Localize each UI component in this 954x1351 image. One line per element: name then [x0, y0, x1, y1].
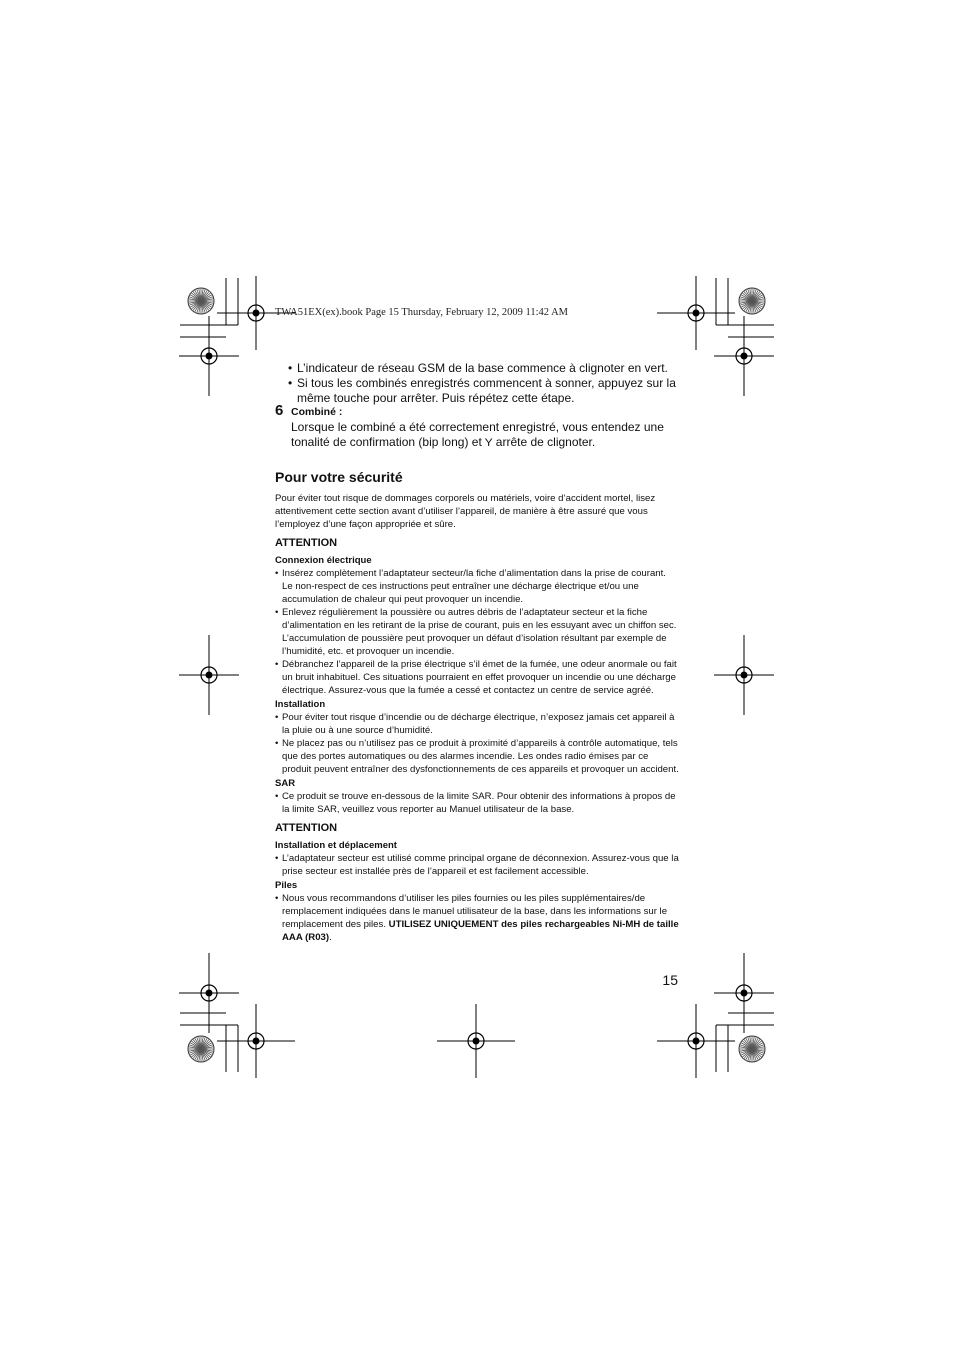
antenna-icon: Y — [484, 437, 493, 449]
step-bullet: • L’indicateur de réseau GSM de la base commence à clignoter en vert. — [288, 361, 688, 376]
register-mark-dot — [693, 310, 700, 317]
step-bullet-list — [288, 361, 688, 406]
step-text — [291, 420, 691, 451]
step-number: 6 — [275, 402, 284, 419]
subsection-title: Connexion électrique — [275, 555, 372, 566]
step-text-before: Lorsque le combiné a été correctement enregistré, vous entendez une tonalité de confirmation (bip long) et — [291, 420, 664, 449]
step-bullet: • Si tous les combinés enregistrés commencent à sonner, appuyez sur la même touche pour arrêter. Puis répétez cette étape. — [288, 376, 688, 406]
register-mark-dot — [206, 672, 213, 679]
list-item: • Ne placez pas ou n’utilisez pas ce produit à proximité d’appareils à contrôle automatique, tels que des portes automatiques ou des alarmes incendie. Les ondes radio émises par ce produit peuvent entraîner des dysfonctionnements de ces appareils et provoquer un accident. — [275, 737, 679, 776]
file-header-line: TWA51EX(ex).book Page 15 Thursday, February 12, 2009 11:42 AM — [275, 307, 568, 318]
list-item: • Débranchez l’appareil de la prise électrique s’il émet de la fumée, une odeur anormale ou fait un bruit inhabituel. Ces situations pourraient en effet provoquer un incendie ou une décharge électrique. Assurez-vous que la fumée a cessé et contactez un centre de service agréé. — [275, 658, 679, 697]
piles-text: Nous vous recommandons d’utiliser les piles fournies ou les piles supplémentaires/de remplacement indiquées dans le manuel utilisateur de la base, dans les informations sur le remplacement des piles. — [282, 893, 668, 930]
register-mark-dot — [253, 1038, 260, 1045]
bullet-list — [275, 790, 679, 816]
step-continuation — [288, 361, 688, 406]
subsection-title: Installation — [275, 699, 326, 710]
attention-heading: ATTENTION — [275, 537, 338, 549]
step-label: Combiné : — [291, 406, 343, 418]
register-mark-dot — [693, 1038, 700, 1045]
register-mark-dot — [253, 310, 260, 317]
list-item: • Ce produit se trouve en-dessous de la limite SAR. Pour obtenir des informations à propos de la limite SAR, veuillez vous reporter au Manuel utilisateur de la base. — [275, 790, 679, 816]
register-mark-dot — [741, 990, 748, 997]
page-number: 15 — [662, 972, 678, 988]
register-mark-dot — [741, 672, 748, 679]
step-text-after: arrête de clignoter. — [492, 435, 596, 449]
subsection-title: SAR — [275, 778, 296, 789]
register-mark-dot — [206, 990, 213, 997]
register-mark-dot — [741, 353, 748, 360]
list-item: • Pour éviter tout risque d’incendie ou de décharge électrique, n’exposez jamais cet appareil à la pluie ou à une source d’humidité. — [275, 711, 679, 737]
bullet-list — [275, 567, 679, 697]
section-title: Pour votre sécurité — [275, 469, 403, 485]
register-mark-dot — [473, 1038, 480, 1045]
bullet-list — [275, 892, 679, 944]
section-intro: Pour éviter tout risque de dommages corporels ou matériels, voire d’accident mortel, lisez attentivement cette section avant d’utiliser l’appareil, de manière à être assuré que vous l’employez d’une façon appropriée et sûre. — [275, 493, 656, 530]
bullet-list — [275, 852, 679, 878]
list-item: • L’adaptateur secteur est utilisé comme principal organe de déconnexion. Assurez-vous que la prise secteur est installée près de l’appareil et est facilement accessible. — [275, 852, 679, 878]
attention-heading: ATTENTION — [275, 822, 338, 834]
list-item — [275, 892, 679, 944]
subsection-title: Installation et déplacement — [275, 840, 397, 851]
piles-bold-text: UTILISEZ UNIQUEMENT des piles rechargeables Ni-MH de taille AAA (R03) — [282, 919, 679, 943]
list-item: • Insérez complètement l’adaptateur secteur/la fiche d’alimentation dans la prise de courant. Le non-respect de ces instructions peut entraîner une décharge électrique et/ou une accumulation de chaleur qui peut provoquer un incendie. — [275, 567, 679, 606]
bullet-list — [275, 711, 679, 776]
safety-section — [275, 468, 679, 945]
piles-end: . — [329, 932, 332, 943]
register-mark-dot — [206, 353, 213, 360]
list-item: • Enlevez régulièrement la poussière ou autres débris de l’adaptateur secteur et la fiche d’alimentation en les retirant de la prise de courant, puis en les essuyant avec un chiffon sec. L’accumulation de poussière peut provoquer un défaut d’isolation résultant par exemple de l’humidité, etc. et provoquer un incendie. — [275, 606, 679, 658]
subsection-title: Piles — [275, 880, 298, 891]
